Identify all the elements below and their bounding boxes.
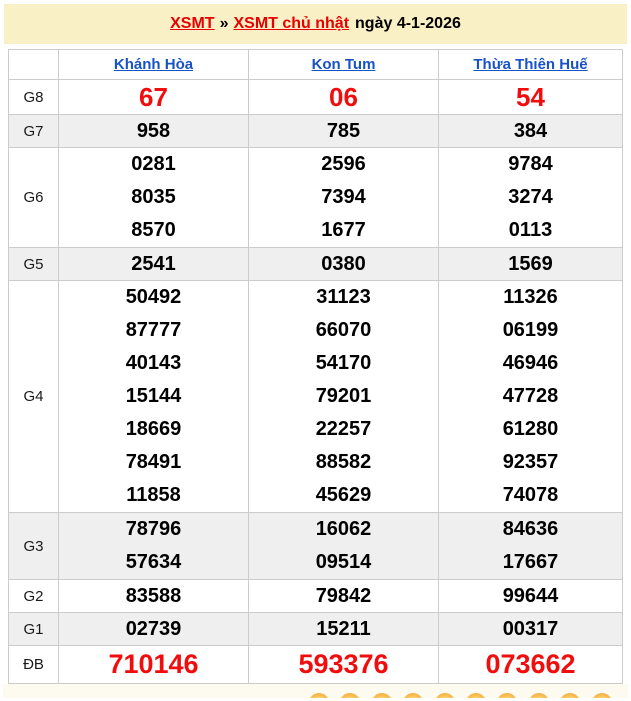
- prize-row-g3: [9, 513, 623, 580]
- prize-cell-g6-col3: [439, 148, 623, 248]
- prize-label: G7: [9, 115, 59, 148]
- prize-cell-g6-col2: [249, 148, 439, 248]
- winning-number: 79201: [315, 385, 372, 407]
- lottery-ball-icon: [592, 693, 612, 698]
- prize-label: G3: [9, 513, 59, 580]
- prize-cell-g3-col3: [439, 513, 623, 580]
- prize-cell-g2-col2: [249, 580, 439, 613]
- winning-number: 50492: [125, 286, 182, 308]
- winning-number: 00317: [502, 618, 559, 640]
- prize-label: G6: [9, 148, 59, 248]
- winning-number: 785: [326, 120, 361, 142]
- winning-number: 3274: [508, 186, 553, 208]
- winning-number: 67: [139, 82, 168, 112]
- prize-cell-g6-col1: [59, 148, 249, 248]
- breadcrumb-separator: »: [219, 15, 229, 32]
- prize-row-g6: [9, 148, 623, 248]
- prize-cell-g5-col2: [249, 248, 439, 281]
- draw-date: ngày 4-1-2026: [355, 15, 461, 32]
- prize-cell-g7-col1: [59, 115, 249, 148]
- winning-number: 16062: [315, 518, 372, 540]
- prize-cell-g5-col1: [59, 248, 249, 281]
- winning-number: 073662: [485, 649, 576, 679]
- winning-number: 79842: [315, 585, 372, 607]
- prize-cell-g4-col2: [249, 281, 439, 513]
- winning-number: 54: [516, 82, 545, 112]
- prize-cell-g2-col1: [59, 580, 249, 613]
- winning-number: 84636: [502, 518, 559, 540]
- winning-number: 78796: [125, 518, 182, 540]
- winning-number: 06: [329, 82, 358, 112]
- winning-number: 1569: [508, 253, 553, 275]
- prize-cell-g1-col1: [59, 613, 249, 646]
- prize-row-g8: [9, 80, 623, 115]
- winning-number: 11326: [503, 286, 558, 308]
- lottery-ball-icon: [340, 693, 360, 698]
- lottery-ball-icon: [372, 693, 392, 698]
- lottery-ball-icon: [497, 693, 517, 698]
- winning-number: 958: [136, 120, 171, 142]
- winning-number: 66070: [315, 319, 372, 341]
- winning-number: 57634: [125, 551, 182, 573]
- province-header-cell: [59, 50, 249, 80]
- winning-number: 74078: [502, 484, 559, 506]
- winning-number: 0113: [508, 219, 553, 241]
- prize-cell-đb-col2: [249, 646, 439, 684]
- lottery-ball-icon: [466, 693, 486, 698]
- xsmt-link[interactable]: XSMT: [170, 15, 215, 32]
- lottery-ball-icon: [435, 693, 455, 698]
- prize-label: G4: [9, 281, 59, 513]
- prize-column-header: [9, 50, 59, 80]
- prize-row-g7: [9, 115, 623, 148]
- winning-number: 06199: [502, 319, 559, 341]
- winning-number: 15144: [125, 385, 182, 407]
- winning-number: 99644: [502, 585, 559, 607]
- prize-cell-g4-col3: [439, 281, 623, 513]
- winning-number: 18669: [125, 418, 182, 440]
- title-bar: [4, 4, 627, 44]
- winning-number: 78491: [125, 451, 182, 473]
- winning-number: 02739: [125, 618, 182, 640]
- lottery-ball-icon: [309, 693, 329, 698]
- winning-number: 22257: [315, 418, 372, 440]
- winning-number: 46946: [502, 352, 559, 374]
- province-link-thua-thien-hue[interactable]: Thừa Thiên Huế: [473, 55, 588, 73]
- winning-number: 0380: [321, 253, 366, 275]
- province-link-khanh-hoa[interactable]: Khánh Hòa: [113, 55, 194, 73]
- winning-number: 384: [513, 120, 548, 142]
- prize-label: ĐB: [9, 646, 59, 684]
- winning-number: 92357: [502, 451, 559, 473]
- prize-cell-g5-col3: [439, 248, 623, 281]
- winning-number: 83588: [125, 585, 182, 607]
- winning-number: 2541: [131, 253, 176, 275]
- winning-number: 31123: [316, 286, 371, 308]
- prize-cell-g4-col1: [59, 281, 249, 513]
- winning-number: 40143: [125, 352, 182, 374]
- prize-row-đb: [9, 646, 623, 684]
- winning-number: 0281: [131, 153, 176, 175]
- prize-cell-g3-col2: [249, 513, 439, 580]
- winning-number: 8570: [131, 219, 176, 241]
- prize-cell-g7-col2: [249, 115, 439, 148]
- winning-number: 15211: [316, 618, 371, 640]
- prize-row-g1: [9, 613, 623, 646]
- prize-cell-g8-col2: [249, 80, 439, 115]
- winning-number: 45629: [315, 484, 372, 506]
- winning-number: 593376: [298, 649, 389, 679]
- prize-cell-đb-col3: [439, 646, 623, 684]
- prize-cell-g7-col3: [439, 115, 623, 148]
- prize-row-g4: [9, 281, 623, 513]
- prize-label: G2: [9, 580, 59, 613]
- footer-strip: [3, 684, 628, 698]
- province-header-cell: [249, 50, 439, 80]
- winning-number: 9784: [508, 153, 553, 175]
- lottery-ball-icon: [560, 693, 580, 698]
- winning-number: 09514: [315, 551, 372, 573]
- winning-number: 54170: [315, 352, 372, 374]
- province-header-cell: [439, 50, 623, 80]
- table-header-row: [9, 50, 623, 80]
- prize-cell-g2-col3: [439, 580, 623, 613]
- prize-row-g2: [9, 580, 623, 613]
- lottery-ball-icon: [529, 693, 549, 698]
- prize-row-g5: [9, 248, 623, 281]
- prize-label: G8: [9, 80, 59, 115]
- xsmt-chu-nhat-link[interactable]: XSMT chủ nhật: [233, 15, 350, 32]
- winning-number: 2596: [321, 153, 366, 175]
- prize-cell-g1-col2: [249, 613, 439, 646]
- winning-number: 87777: [125, 319, 182, 341]
- winning-number: 61280: [502, 418, 559, 440]
- prize-cell-g3-col1: [59, 513, 249, 580]
- results-table: [8, 49, 623, 684]
- winning-number: 88582: [315, 451, 372, 473]
- prize-cell-g8-col1: [59, 80, 249, 115]
- prize-cell-đb-col1: [59, 646, 249, 684]
- lottery-ball-icon: [403, 693, 423, 698]
- winning-number: 8035: [131, 186, 176, 208]
- winning-number: 1677: [321, 219, 366, 241]
- province-link-kon-tum[interactable]: Kon Tum: [311, 55, 376, 73]
- winning-number: 11858: [126, 484, 181, 506]
- winning-number: 710146: [108, 649, 199, 679]
- prize-label: G1: [9, 613, 59, 646]
- winning-number: 7394: [321, 186, 366, 208]
- prize-cell-g1-col3: [439, 613, 623, 646]
- prize-label: G5: [9, 248, 59, 281]
- winning-number: 17667: [502, 551, 559, 573]
- prize-cell-g8-col3: [439, 80, 623, 115]
- winning-number: 47728: [502, 385, 559, 407]
